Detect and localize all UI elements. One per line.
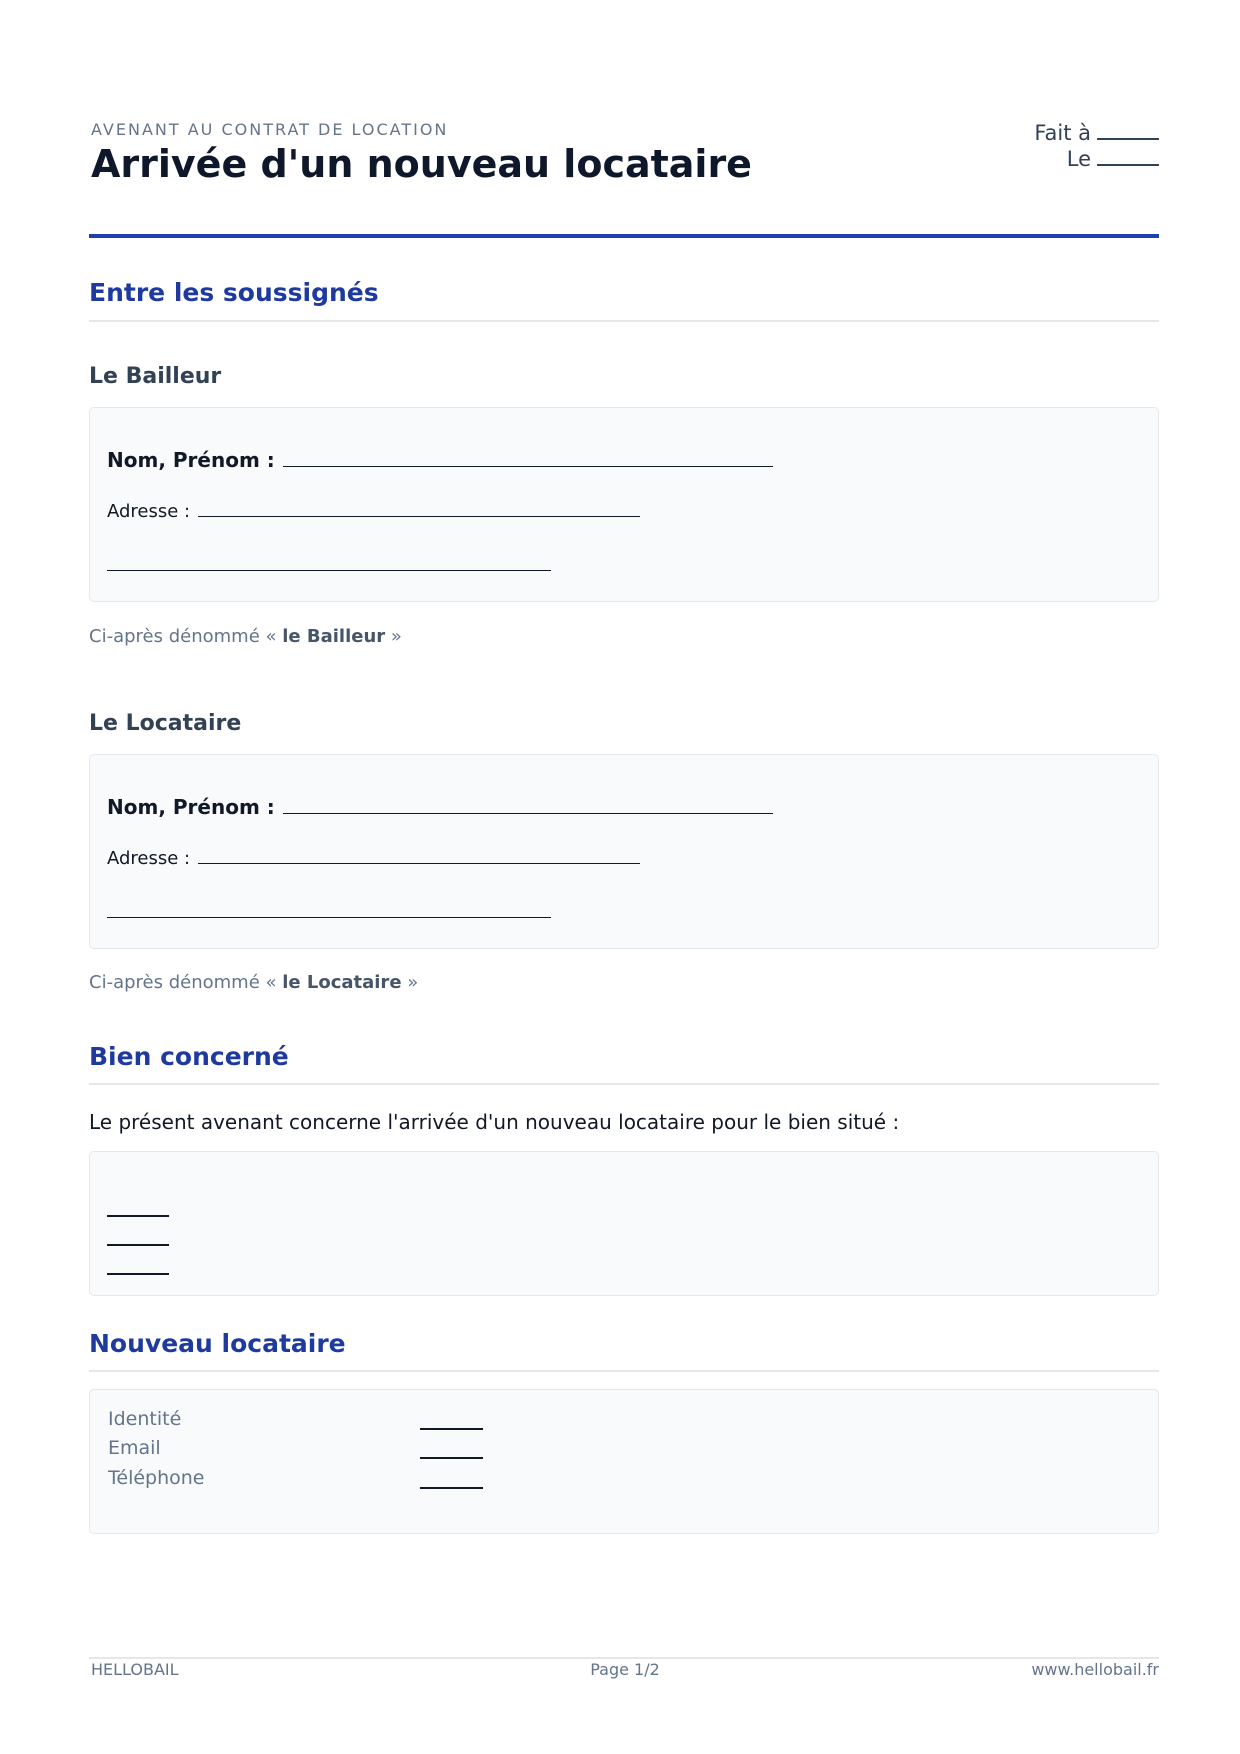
document-meta [1034,120,1159,172]
section-divider-nouveau [89,1370,1159,1372]
bailleur-note-prefix: Ci-après dénommé « [89,626,283,647]
page-footer [91,1660,1159,1684]
email-blank [420,1457,483,1459]
section-heading-parties: Entre les soussignés [89,278,379,307]
bailleur-address-blank [198,500,640,517]
bien-blank-1 [107,1215,169,1217]
locataire-address-field [107,847,640,869]
locataire-name-label: Nom, Prénom : [107,795,275,819]
locataire-note-suffix: » [401,972,419,993]
locataire-heading: Le Locataire [89,711,242,736]
footer-brand: HELLOBAIL [91,1660,179,1679]
date-label: Le [1066,147,1091,171]
bailleur-box [89,407,1159,602]
footer-divider [89,1657,1159,1659]
footer-page-number: Page 1/2 [590,1660,660,1679]
telephone-blank [420,1487,483,1489]
bien-blank-2 [107,1244,169,1246]
telephone-label: Téléphone [108,1467,205,1489]
email-label: Email [108,1437,161,1459]
section-heading-bien: Bien concerné [89,1042,289,1071]
bailleur-address-field [107,500,640,522]
bien-box [89,1151,1159,1296]
locataire-address-blank-2 [107,917,551,918]
fait-a-blank [1097,120,1159,140]
date-blank [1097,146,1159,166]
fait-a-label: Fait à [1034,121,1091,145]
bailleur-heading: Le Bailleur [89,364,222,389]
footer-website: www.hellobail.fr [1031,1660,1159,1679]
bailleur-note [89,626,402,647]
document-header [91,120,1159,240]
identite-label: Identité [108,1408,182,1430]
locataire-note-term: le Locataire [282,972,402,993]
locataire-name-field [107,795,773,819]
section-divider-bien [89,1083,1159,1085]
locataire-note [89,972,418,993]
locataire-note-prefix: Ci-après dénommé « [89,972,283,993]
nouveau-locataire-box [89,1389,1159,1534]
document-eyebrow: AVENANT AU CONTRAT DE LOCATION [91,120,449,139]
section-heading-nouveau: Nouveau locataire [89,1329,346,1358]
locataire-address-label: Adresse : [107,848,191,869]
bailleur-note-term: le Bailleur [282,626,386,647]
locataire-address-blank [198,847,640,864]
section-divider-parties [89,320,1159,322]
locataire-box [89,754,1159,949]
document-page [89,0,1159,1754]
date-line [1034,146,1159,172]
bailleur-name-label: Nom, Prénom : [107,448,275,472]
fait-a-line [1034,120,1159,146]
bailleur-name-blank [283,450,773,467]
locataire-name-blank [283,797,773,814]
bien-intro: Le présent avenant concerne l'arrivée d'un nouveau locataire pour le bien situé : [89,1110,900,1134]
document-title: Arrivée d'un nouveau locataire [91,142,752,186]
bailleur-address-blank-2 [107,570,551,571]
bien-blank-3 [107,1273,169,1275]
bailleur-name-field [107,448,773,472]
header-divider [89,234,1159,238]
bailleur-note-suffix: » [385,626,402,647]
bailleur-address-label: Adresse : [107,501,191,522]
identite-blank [420,1428,483,1430]
